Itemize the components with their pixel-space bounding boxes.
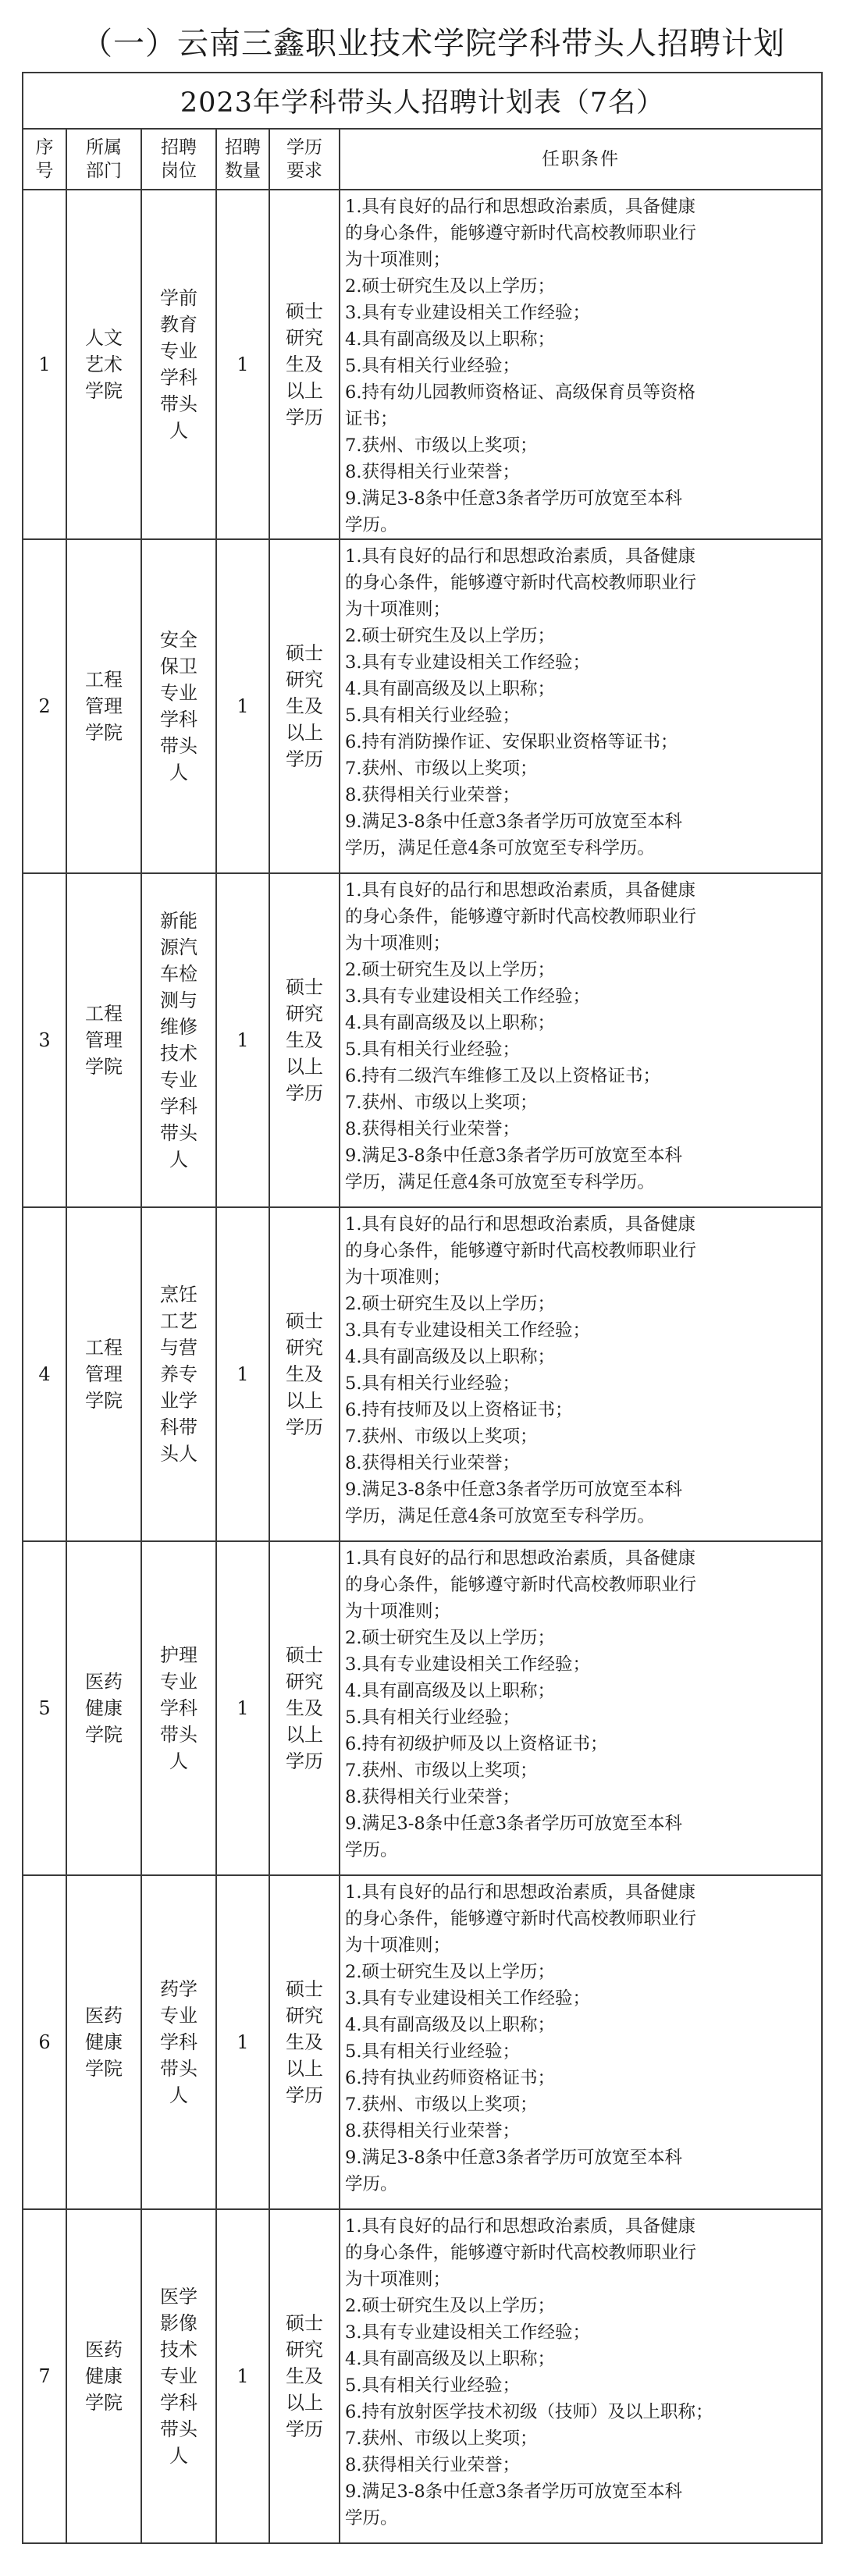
requirement-line: 5.具有相关行业经验；: [345, 1707, 520, 1728]
requirement-line: 6.持有执业药师资格证书；: [345, 2068, 555, 2088]
cell-post-text: 安全保卫专业学科带头人: [160, 629, 197, 783]
cell-dept-text: 医药健康学院: [85, 1671, 123, 1746]
table-row: [23, 1207, 822, 1541]
cell-requirements: [340, 190, 822, 539]
requirement-line: 6.持有消防操作证、安保职业资格等证书；: [345, 732, 678, 752]
cell-edu-text: 硕士研究生及以上学历: [286, 1310, 323, 1438]
requirement-line: 4.具有副高级及以上职称；: [345, 679, 555, 699]
cell-qty: 1: [216, 539, 269, 873]
requirement-line: 8.获得相关行业荣誉；: [345, 462, 520, 482]
requirement-line: 7.获州、市级以上奖项；: [345, 435, 538, 456]
cell-requirements: [340, 2209, 822, 2543]
requirement-line: 为十项准则；: [345, 1601, 451, 1622]
requirement-line: 学历，满足任意4条可放宽至专科学历。: [345, 838, 655, 858]
cell-post-text: 学前教育专业学科带头人: [160, 287, 197, 442]
cell-dept: [66, 873, 141, 1207]
cell-no: 2: [23, 539, 66, 873]
requirement-line: 的身心条件，能够遵守新时代高校教师职业行: [345, 1575, 697, 1595]
cell-no: 1: [23, 190, 66, 539]
requirement-line: 9.满足3-8条中任意3条者学历可放宽至本科: [345, 489, 683, 509]
requirement-line: 学历。: [345, 2174, 398, 2194]
cell-post: [141, 873, 216, 1207]
requirement-line: 为十项准则；: [345, 1935, 451, 1956]
requirement-line: 2.硕士研究生及以上学历；: [345, 626, 555, 646]
header-no: [23, 129, 66, 190]
requirement-line: 2.硕士研究生及以上学历；: [345, 1962, 555, 1982]
requirement-line: 4.具有副高级及以上职称；: [345, 2349, 555, 2369]
requirement-line: 9.满足3-8条中任意3条者学历可放宽至本科: [345, 2482, 683, 2502]
requirement-line: 3.具有专业建设相关工作经验；: [345, 1654, 590, 1675]
cell-post: [141, 190, 216, 539]
requirement-line: 8.获得相关行业荣誉；: [345, 1787, 520, 1807]
cell-dept-text: 工程管理学院: [85, 1003, 123, 1078]
recruitment-plan-table: [22, 72, 823, 2544]
requirement-line: 1.具有良好的品行和思想政治素质，具备健康: [345, 1548, 695, 1569]
cell-requirements: [340, 1541, 822, 1875]
cell-no: 6: [23, 1875, 66, 2209]
table-title: 2023年学科带头人招聘计划表（7名）: [23, 73, 822, 129]
cell-dept-text: 人文艺术学院: [85, 327, 123, 402]
header-edu: [269, 129, 340, 190]
cell-dept: [66, 1207, 141, 1541]
requirement-line: 5.具有相关行业经验；: [345, 2041, 520, 2062]
cell-post-text: 药学专业学科带头人: [160, 1978, 197, 2106]
requirement-line: 2.硕士研究生及以上学历；: [345, 2296, 555, 2316]
requirement-line: 的身心条件，能够遵守新时代高校教师职业行: [345, 1241, 697, 1261]
requirement-line: 的身心条件，能够遵守新时代高校教师职业行: [345, 2243, 697, 2263]
requirement-line: 8.获得相关行业荣誉；: [345, 1119, 520, 1139]
requirement-line: 2.硕士研究生及以上学历；: [345, 1294, 555, 1314]
requirement-line: 为十项准则；: [345, 2269, 451, 2290]
cell-dept: [66, 1541, 141, 1875]
cell-edu: [269, 1541, 340, 1875]
requirement-line: 7.获州、市级以上奖项；: [345, 1427, 538, 1447]
cell-edu: [269, 190, 340, 539]
cell-qty: 1: [216, 1541, 269, 1875]
requirement-line: 的身心条件，能够遵守新时代高校教师职业行: [345, 907, 697, 927]
requirement-line: 4.具有副高级及以上职称；: [345, 1681, 555, 1701]
cell-requirements: [340, 1875, 822, 2209]
requirement-line: 4.具有副高级及以上职称；: [345, 329, 555, 350]
header-post: [141, 129, 216, 190]
requirement-line: 8.获得相关行业荣誉；: [345, 785, 520, 805]
requirement-line: 5.具有相关行业经验；: [345, 1039, 520, 1060]
requirement-line: 3.具有专业建设相关工作经验；: [345, 2322, 590, 2343]
cell-edu-text: 硕士研究生及以上学历: [286, 1644, 323, 1772]
requirement-line: 1.具有良好的品行和思想政治素质，具备健康: [345, 197, 695, 217]
requirement-line: 1.具有良好的品行和思想政治素质，具备健康: [345, 1214, 695, 1235]
requirement-line: 7.获州、市级以上奖项；: [345, 759, 538, 779]
requirement-line: 的身心条件，能够遵守新时代高校教师职业行: [345, 223, 697, 243]
requirement-line: 3.具有专业建设相关工作经验；: [345, 652, 590, 673]
requirement-line: 1.具有良好的品行和思想政治素质，具备健康: [345, 2216, 695, 2237]
cell-qty: 1: [216, 2209, 269, 2543]
requirement-line: 为十项准则；: [345, 250, 451, 270]
header-no-label: 序号: [35, 137, 54, 181]
cell-edu-text: 硕士研究生及以上学历: [286, 300, 323, 428]
requirement-line: 5.具有相关行业经验；: [345, 1373, 520, 1394]
requirement-line: 6.持有幼儿园教师资格证、高级保育员等资格: [345, 382, 695, 403]
cell-qty: 1: [216, 1207, 269, 1541]
cell-post-text: 医学影像技术专业学科带头人: [160, 2286, 197, 2467]
cell-post-text: 护理专业学科带头人: [160, 1644, 197, 1772]
page-heading: （一）云南三鑫职业技术学院学科带头人招聘计划: [81, 26, 785, 62]
cell-edu: [269, 2209, 340, 2543]
requirement-line: 5.具有相关行业经验；: [345, 705, 520, 726]
table-title-row: [23, 73, 822, 129]
header-qty-label: 招聘数量: [225, 137, 261, 181]
requirement-line: 的身心条件，能够遵守新时代高校教师职业行: [345, 1909, 697, 1929]
requirement-line: 2.硕士研究生及以上学历；: [345, 276, 555, 297]
cell-dept-text: 医药健康学院: [85, 2339, 123, 2414]
header-dept: [66, 129, 141, 190]
requirement-line: 8.获得相关行业荣誉；: [345, 2455, 520, 2475]
cell-qty: 1: [216, 1875, 269, 2209]
table-header-row: [23, 129, 822, 190]
requirement-line: 为十项准则；: [345, 599, 451, 620]
table-row: [23, 1541, 822, 1875]
cell-qty: 1: [216, 873, 269, 1207]
requirement-line: 7.获州、市级以上奖项；: [345, 1093, 538, 1113]
cell-edu: [269, 1875, 340, 2209]
requirement-line: 8.获得相关行业荣誉；: [345, 1453, 520, 1473]
cell-dept: [66, 1875, 141, 2209]
cell-dept-text: 工程管理学院: [85, 669, 123, 744]
requirement-line: 6.持有放射医学技术初级（技师）及以上职称；: [345, 2402, 713, 2422]
requirement-line: 1.具有良好的品行和思想政治素质，具备健康: [345, 880, 695, 901]
requirement-line: 6.持有二级汽车维修工及以上资格证书；: [345, 1066, 660, 1086]
cell-post: [141, 539, 216, 873]
cell-qty: 1: [216, 190, 269, 539]
table-body: [23, 190, 822, 2543]
requirement-line: 9.满足3-8条中任意3条者学历可放宽至本科: [345, 1814, 683, 1834]
cell-dept-text: 医药健康学院: [85, 2005, 123, 2080]
requirement-line: 学历。: [345, 1840, 398, 1860]
cell-dept: [66, 539, 141, 873]
cell-requirements: [340, 1207, 822, 1541]
header-qty: [216, 129, 269, 190]
table-row: [23, 1875, 822, 2209]
requirement-line: 学历，满足任意4条可放宽至专科学历。: [345, 1506, 655, 1526]
requirement-line: 7.获州、市级以上奖项；: [345, 2429, 538, 2449]
requirement-line: 1.具有良好的品行和思想政治素质，具备健康: [345, 1882, 695, 1903]
cell-post: [141, 1875, 216, 2209]
requirement-line: 3.具有专业建设相关工作经验；: [345, 1320, 590, 1341]
table-row: [23, 2209, 822, 2543]
requirement-line: 9.满足3-8条中任意3条者学历可放宽至本科: [345, 812, 683, 832]
requirement-line: 学历。: [345, 2508, 398, 2528]
requirement-line: 的身心条件，能够遵守新时代高校教师职业行: [345, 573, 697, 593]
requirement-line: 9.满足3-8条中任意3条者学历可放宽至本科: [345, 2148, 683, 2168]
cell-no: 4: [23, 1207, 66, 1541]
requirement-line: 5.具有相关行业经验；: [345, 2375, 520, 2396]
cell-edu: [269, 1207, 340, 1541]
requirement-line: 证书；: [345, 409, 398, 429]
requirement-line: 8.获得相关行业荣誉；: [345, 2121, 520, 2141]
header-req: 任职条件: [340, 129, 822, 190]
table-row: [23, 190, 822, 539]
cell-edu-text: 硕士研究生及以上学历: [286, 1978, 323, 2106]
cell-dept-text: 工程管理学院: [85, 1337, 123, 1412]
requirement-line: 4.具有副高级及以上职称；: [345, 1013, 555, 1033]
cell-requirements: [340, 873, 822, 1207]
cell-post-text: 烹饪工艺与营养专业学科带头人: [160, 1284, 197, 1465]
cell-no: 3: [23, 873, 66, 1207]
table-row: [23, 539, 822, 873]
requirement-line: 学历。: [345, 515, 398, 535]
requirement-line: 4.具有副高级及以上职称；: [345, 1347, 555, 1367]
requirement-line: 5.具有相关行业经验；: [345, 356, 520, 376]
cell-post-text: 新能源汽车检测与维修技术专业学科带头人: [160, 910, 197, 1171]
header-edu-label: 学历要求: [286, 137, 322, 181]
requirement-line: 7.获州、市级以上奖项；: [345, 1761, 538, 1781]
cell-post: [141, 2209, 216, 2543]
requirement-line: 为十项准则；: [345, 933, 451, 954]
cell-dept: [66, 2209, 141, 2543]
requirement-line: 4.具有副高级及以上职称；: [345, 2015, 555, 2035]
cell-edu: [269, 539, 340, 873]
cell-dept: [66, 190, 141, 539]
header-post-label: 招聘岗位: [161, 137, 197, 181]
cell-requirements: [340, 539, 822, 873]
requirement-line: 为十项准则；: [345, 1267, 451, 1288]
requirement-line: 1.具有良好的品行和思想政治素质，具备健康: [345, 546, 695, 567]
cell-edu-text: 硕士研究生及以上学历: [286, 2312, 323, 2440]
cell-edu: [269, 873, 340, 1207]
table-row: [23, 873, 822, 1207]
requirement-line: 9.满足3-8条中任意3条者学历可放宽至本科: [345, 1480, 683, 1500]
requirement-line: 2.硕士研究生及以上学历；: [345, 1628, 555, 1648]
cell-post: [141, 1207, 216, 1541]
requirement-line: 7.获州、市级以上奖项；: [345, 2095, 538, 2115]
requirement-line: 9.满足3-8条中任意3条者学历可放宽至本科: [345, 1146, 683, 1166]
requirement-line: 3.具有专业建设相关工作经验；: [345, 1988, 590, 2009]
requirement-line: 2.硕士研究生及以上学历；: [345, 960, 555, 980]
requirement-line: 6.持有技师及以上资格证书；: [345, 1400, 573, 1420]
requirement-line: 6.持有初级护师及以上资格证书；: [345, 1734, 608, 1754]
requirement-line: 3.具有专业建设相关工作经验；: [345, 303, 590, 323]
header-dept-label: 所属部门: [86, 137, 122, 181]
cell-no: 5: [23, 1541, 66, 1875]
cell-post: [141, 1541, 216, 1875]
cell-no: 7: [23, 2209, 66, 2543]
requirement-line: 学历，满足任意4条可放宽至专科学历。: [345, 1172, 655, 1192]
cell-edu-text: 硕士研究生及以上学历: [286, 642, 323, 770]
requirement-line: 3.具有专业建设相关工作经验；: [345, 986, 590, 1007]
cell-edu-text: 硕士研究生及以上学历: [286, 976, 323, 1104]
